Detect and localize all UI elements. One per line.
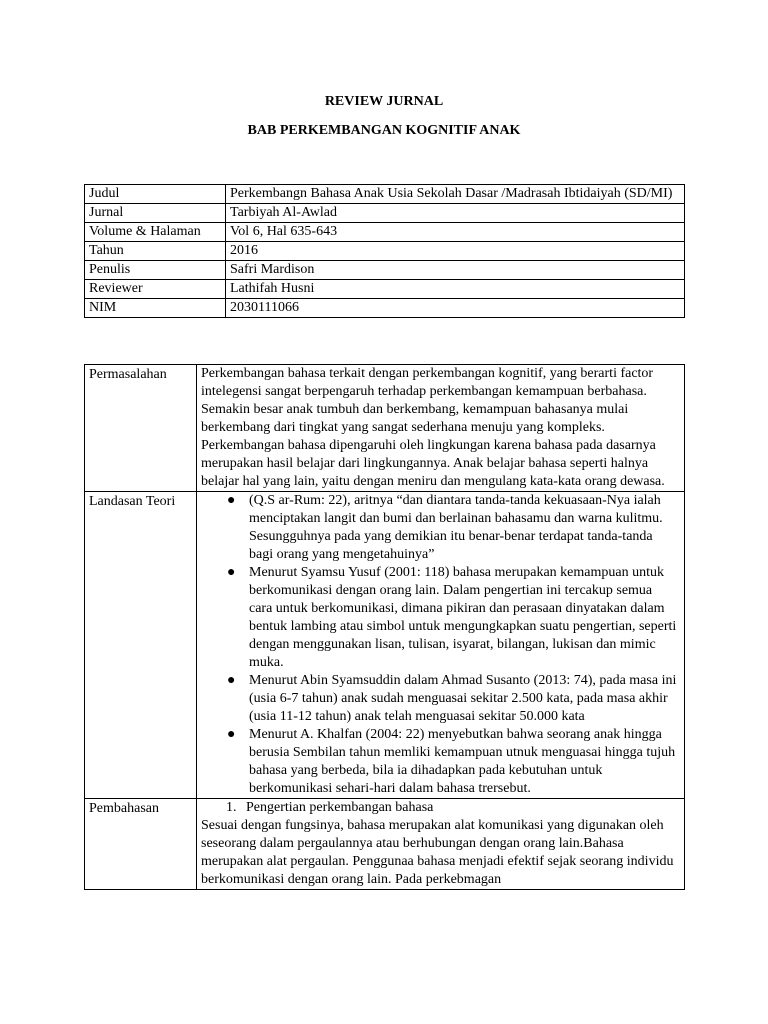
meta-label-tahun: Tahun <box>85 242 226 261</box>
list-item <box>227 564 678 672</box>
meta-value-nim: 2030111066 <box>226 299 685 318</box>
landasan-label: Landasan Teori <box>85 492 197 799</box>
landasan-content <box>197 492 685 799</box>
landasan-item-text: Menurut Abin Syamsuddin dalam Ahmad Susanto (2013: 74), pada masa ini (usia 6-7 tahun) anak sudah menguasai sekitar 2.500 kata, pada masa akhir (usia 11-12 tahun) anak telah menguasai sekitar 50.000 kata <box>249 673 677 724</box>
permasalahan-text: Perkembangan bahasa terkait dengan perkembangan kognitif, yang berarti factor intelegensi sangat berpengaruh terhadap perkembangan kemampuan berbahasa. Semakin besar anak tumbuh dan berkembang, kemampuan bahasanya mulai berkembang dari tingkat yang sangat sederhana menuju yang kompleks. Perkembangan bahasa dipengaruhi oleh lingkungan karena bahasa pada dasarnya merupakan hasil belajar dari lingkungannya. Anak belajar bahasa seperti halnya belajar hal yang lain, yaitu dengan meniru dan mengulang kata-kata orang dewasa. <box>197 365 685 492</box>
pembahasan-label: Pembahasan <box>85 799 197 890</box>
list-item <box>227 492 678 564</box>
item-number: 1. <box>226 800 237 815</box>
table-row <box>85 492 685 799</box>
table-row <box>85 261 685 280</box>
bullet-icon: ● <box>227 565 236 580</box>
meta-value-jurnal: Tarbiyah Al-Awlad <box>226 204 685 223</box>
table-row <box>85 223 685 242</box>
landasan-item-text: (Q.S ar-Rum: 22), aritnya “dan diantara tanda-tanda kekuasaan-Nya ialah menciptakan langit dan bumi dan berlainan bahasamu dan warna kulitmu. Sesungguhnya pada yang demikian itu benar-benar terdapat tanda-tanda bagi orang yang mengetahuinya” <box>249 493 663 562</box>
meta-value-reviewer: Lathifah Husni <box>226 280 685 299</box>
meta-label-volume: Volume & Halaman <box>85 223 226 242</box>
landasan-list <box>201 492 678 798</box>
meta-value-penulis: Safri Mardison <box>226 261 685 280</box>
table-row <box>85 365 685 492</box>
pembahasan-text: Sesuai dengan fungsinya, bahasa merupakan alat komunikasi yang digunakan oleh seseorang dalam pergaulannya atau berhubungan dengan orang lain.Bahasa merupakan alat pergaulan. Penggunaa bahasa menjadi efektif sejak seorang individu berkomunikasi dengan orang lain. Pada perkebmagan <box>201 818 674 887</box>
list-item <box>227 726 678 798</box>
meta-label-judul: Judul <box>85 185 226 204</box>
document-subtitle: BAB PERKEMBANGAN KOGNITIF ANAK <box>247 123 521 138</box>
bullet-icon: ● <box>227 673 236 688</box>
table-row <box>85 799 685 890</box>
review-table <box>84 364 685 890</box>
landasan-item-text: Menurut A. Khalfan (2004: 22) menyebutkan bahwa seorang anak hingga berusia Sembilan tahun memliki kemampuan utnuk menguasai hingga tujuh bahasa yang berbeda, bila ia dihadapkan pada kebutuhan untuk berkomunikasi sehari-hari dalam bahasa trersebut. <box>249 727 676 796</box>
meta-label-jurnal: Jurnal <box>85 204 226 223</box>
document-title: REVIEW JURNAL <box>324 94 444 109</box>
table-row <box>85 204 685 223</box>
item-title: Pengertian perkembangan bahasa <box>246 800 434 815</box>
bullet-icon: ● <box>227 727 236 742</box>
pembahasan-content <box>197 799 685 890</box>
landasan-item-text: Menurut Syamsu Yusuf (2001: 118) bahasa merupakan kemampuan untuk berkomunikasi dengan orang lain. Dalam pengertian ini tercakup semua cara untuk berkomunikasi, dimana pikiran dan perasaan dinyatakan dalam bentuk lambing atau simbol untuk mengungkapkan suatu pengertian, seperti dengan menggunakan lisan, tulisan, isyarat, bilangan, lukisan dan mimic muka. <box>249 565 677 670</box>
meta-value-tahun: 2016 <box>226 242 685 261</box>
table-row <box>85 299 685 318</box>
table-row <box>85 185 685 204</box>
meta-label-penulis: Penulis <box>85 261 226 280</box>
meta-value-judul: Perkembangn Bahasa Anak Usia Sekolah Dasar /Madrasah Ibtidaiyah (SD/MI) <box>226 185 685 204</box>
bullet-icon: ● <box>227 493 236 508</box>
pembahasan-item <box>201 799 678 817</box>
table-row <box>85 242 685 261</box>
list-item <box>227 672 678 726</box>
table-row <box>85 280 685 299</box>
meta-value-volume: Vol 6, Hal 635-643 <box>226 223 685 242</box>
meta-label-nim: NIM <box>85 299 226 318</box>
journal-info-table <box>84 184 685 318</box>
meta-label-reviewer: Reviewer <box>85 280 226 299</box>
permasalahan-label: Permasalahan <box>85 365 197 492</box>
